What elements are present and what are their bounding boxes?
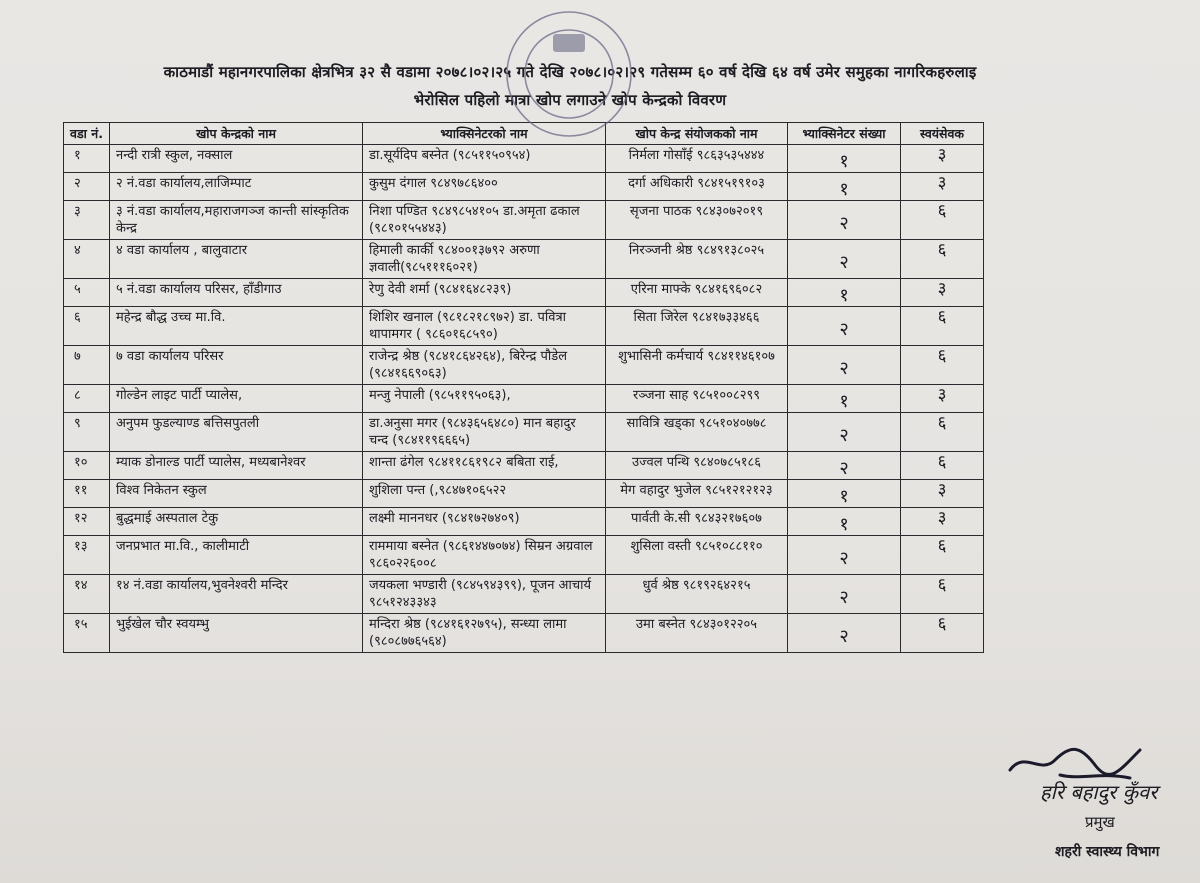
coordinator-name-cell: शुसिला वस्ती ९८५१०८८११० [606,536,788,575]
volunteer-count-cell: ६ [901,201,984,240]
coordinator-name-cell: निरञ्जनी श्रेष्ठ ९८४९१३८०२५ [606,240,788,279]
vaccinator-count-cell: २ [788,413,901,452]
vaccinator-name-cell: रेणु देवी शर्मा (९८४१६४८२३९) [363,279,606,307]
table-row [64,536,984,575]
vaccinator-name-cell: राममाया बस्नेत (९८६१४४७०७४) सिम्रन अग्रवाल ९८६०२२६००८ [363,536,606,575]
volunteer-count-cell: ६ [901,240,984,279]
volunteer-count-cell: ६ [901,413,984,452]
volunteer-count-cell: ६ [901,346,984,385]
center-name-cell: बुद्धमाई अस्पताल टेकु [110,508,363,536]
coordinator-name-cell: मेग वहादुर भुजेल ९८५१२१२१२३ [606,480,788,508]
signatory-role: प्रमुख [1085,813,1115,831]
ward-number-cell: ११ [64,480,110,508]
vaccinator-name-cell: मन्जु नेपाली (९८५११९५०६३), [363,385,606,413]
vaccinator-count-cell: १ [788,385,901,413]
coordinator-name-cell: सिता जिरेल ९८४१७३३४६६ [606,307,788,346]
vaccinator-count-cell: २ [788,614,901,653]
header-vaccinator-count: भ्याक्सिनेटर संख्या [788,123,901,145]
coordinator-name-cell: धुर्व श्रेष्ठ ९८१९२६४२१५ [606,575,788,614]
signature-block [1000,730,1200,880]
vaccinator-name-cell: शिशिर खनाल (९८१८२१८९७२) डा. पवित्रा थापामगर ( ९८६०१६८५९०) [363,307,606,346]
center-name-cell: ५ नं.वडा कार्यालय परिसर, हाँडीगाउ [110,279,363,307]
table-body [64,145,984,653]
vaccinator-name-cell: डा.सूर्यदिप बस्नेत (९८५११५०९५४) [363,145,606,173]
ward-number-cell: ५ [64,279,110,307]
vaccinator-name-cell: शान्ता ढंगेल ९८४११८६१९८२ बबिता राई, [363,452,606,480]
ward-number-cell: ९ [64,413,110,452]
vaccinator-count-cell: १ [788,145,901,173]
center-name-cell: २ नं.वडा कार्यालय,लाजिम्पाट [110,173,363,201]
vaccinator-name-cell: कुसुम दंगाल ९८४९७८६४०० [363,173,606,201]
ward-number-cell: ३ [64,201,110,240]
center-name-cell: ७ वडा कार्यालय परिसर [110,346,363,385]
title-line-1: काठमाडौं महानगरपालिका क्षेत्रभित्र ३२ सै वडामा २०७८।०२।२५ गते देखि २०७८।०२।२९ गतेसम्म ६० वर्ष देखि ६४ वर्ष उमेर समुहका नागरिकहरुलाइ [163,63,977,81]
vaccinator-count-cell: १ [788,173,901,201]
volunteer-count-cell: ६ [901,452,984,480]
ward-number-cell: ६ [64,307,110,346]
coordinator-name-cell: सृजना पाठक ९८४३०७२०१९ [606,201,788,240]
ward-number-cell: १० [64,452,110,480]
table-row [64,452,984,480]
volunteer-count-cell: ३ [901,173,984,201]
header-center-name: खोप केन्द्रको नाम [110,123,363,145]
coordinator-name-cell: पार्वती के.सी ९८४३२१७६०७ [606,508,788,536]
volunteer-count-cell: ३ [901,480,984,508]
table-row [64,173,984,201]
vaccinator-name-cell: निशा पण्डित ९८४९८५४१०५ डा.अमृता ढकाल (९८१०१५५४४३) [363,201,606,240]
table-row [64,480,984,508]
vaccinator-count-cell: १ [788,279,901,307]
ward-number-cell: १ [64,145,110,173]
vaccinator-name-cell: जयकला भण्डारी (९८४५९४३९९), पूजन आचार्य ९८५१२४३३४३ [363,575,606,614]
ward-number-cell: ४ [64,240,110,279]
vaccinator-count-cell: २ [788,346,901,385]
signatory-department: शहरी स्वास्थ्य विभाग [1055,844,1160,860]
center-name-cell: गोल्डेन लाइट पार्टी प्यालेस, [110,385,363,413]
vaccinator-count-cell: १ [788,480,901,508]
table-row [64,145,984,173]
vaccinator-name-cell: हिमाली कार्की ९८४००१३७९२ अरुणा ज्ञवाली(९८५१११६०२१) [363,240,606,279]
table-row [64,346,984,385]
coordinator-name-cell: दर्गा अधिकारी ९८४१५१९१०३ [606,173,788,201]
volunteer-count-cell: ३ [901,145,984,173]
ward-number-cell: १२ [64,508,110,536]
center-name-cell: विश्व निकेतन स्कुल [110,480,363,508]
center-name-cell: जनप्रभात मा.वि., कालीमाटी [110,536,363,575]
ward-number-cell: ८ [64,385,110,413]
coordinator-name-cell: शुभासिनी कर्मचार्य ९८४११४६१०७ [606,346,788,385]
center-name-cell: नन्दी रात्री स्कुल, नक्साल [110,145,363,173]
signatory-name: हरि बहादुर कुँवर [1040,780,1158,804]
ward-number-cell: १३ [64,536,110,575]
table-row [64,240,984,279]
header-ward-no: वडा नं. [64,123,110,145]
table-row [64,279,984,307]
center-name-cell: महेन्द्र बौद्ध उच्च मा.वि. [110,307,363,346]
center-name-cell: अनुपम फुडल्याण्ड बत्तिसपुतली [110,413,363,452]
volunteer-count-cell: ६ [901,575,984,614]
vaccinator-name-cell: राजेन्द्र श्रेष्ठ (९८४१८६४२६४), बिरेन्द्र पौडेल (९८४१६६९०६३) [363,346,606,385]
ward-number-cell: २ [64,173,110,201]
center-name-cell: १४ नं.वडा कार्यालय,भुवनेश्वरी मन्दिर [110,575,363,614]
vaccinator-count-cell: २ [788,307,901,346]
table-header-row [64,123,984,145]
vaccinator-count-cell: १ [788,508,901,536]
vaccinator-name-cell: शुशिला पन्त (,९८४७१०६५२२ [363,480,606,508]
vaccination-center-table [63,122,984,653]
center-name-cell: ४ वडा कार्यालय , बालुवाटार [110,240,363,279]
table-row [64,614,984,653]
ward-number-cell: १४ [64,575,110,614]
vaccinator-count-cell: २ [788,201,901,240]
volunteer-count-cell: ३ [901,385,984,413]
title-line-2: भेरोसिल पहिलो मात्रा खोप लगाउने खोप केन्द्रको विवरण [413,91,727,109]
coordinator-name-cell: उमा बस्नेत ९८४३०१२२०५ [606,614,788,653]
table-row [64,413,984,452]
document-title [20,58,1120,114]
table-row [64,508,984,536]
header-coordinator-name: खोप केन्द्र संयोजकको नाम [606,123,788,145]
volunteer-count-cell: ६ [901,536,984,575]
table-row [64,385,984,413]
center-name-cell: ३ नं.वडा कार्यालय,महाराजगञ्ज कान्ती सांस्कृतिक केन्द्र [110,201,363,240]
header-volunteers: स्वयंसेवक [901,123,984,145]
coordinator-name-cell: सावित्रि खड्का ९८५१०४०७७८ [606,413,788,452]
table-row [64,307,984,346]
table-row [64,575,984,614]
vaccinator-name-cell: मन्दिरा श्रेष्ठ (९८४१६१२७९५), सन्ध्या लामा (९८०८७७६५६४) [363,614,606,653]
volunteer-count-cell: ६ [901,307,984,346]
volunteer-count-cell: ६ [901,614,984,653]
header-vaccinator-name: भ्याक्सिनेटरको नाम [363,123,606,145]
vaccinator-name-cell: डा.अनुसा मगर (९८४३६५६४८०) मान बहादुर चन्द (९८४११९६६६५) [363,413,606,452]
vaccinator-count-cell: २ [788,536,901,575]
coordinator-name-cell: निर्मला गोसाँई ९८६३५३५४४४ [606,145,788,173]
vaccinator-count-cell: २ [788,575,901,614]
center-name-cell: म्याक डोनाल्ड पार्टी प्यालेस, मध्यबानेश्वर [110,452,363,480]
vaccinator-count-cell: २ [788,240,901,279]
center-name-cell: भुईखेल चौर स्वयम्भु [110,614,363,653]
table-row [64,201,984,240]
vaccinator-count-cell: २ [788,452,901,480]
coordinator-name-cell: उज्वल पन्थि ९८४०७८५१८६ [606,452,788,480]
coordinator-name-cell: एरिना माफ्के ९८४१६९६०८२ [606,279,788,307]
ward-number-cell: १५ [64,614,110,653]
ward-number-cell: ७ [64,346,110,385]
volunteer-count-cell: ३ [901,508,984,536]
vaccinator-name-cell: लक्ष्मी माननधर (९८४१७२७४०९) [363,508,606,536]
coordinator-name-cell: रञ्जना साह ९८५१००८२९९ [606,385,788,413]
volunteer-count-cell: ३ [901,279,984,307]
